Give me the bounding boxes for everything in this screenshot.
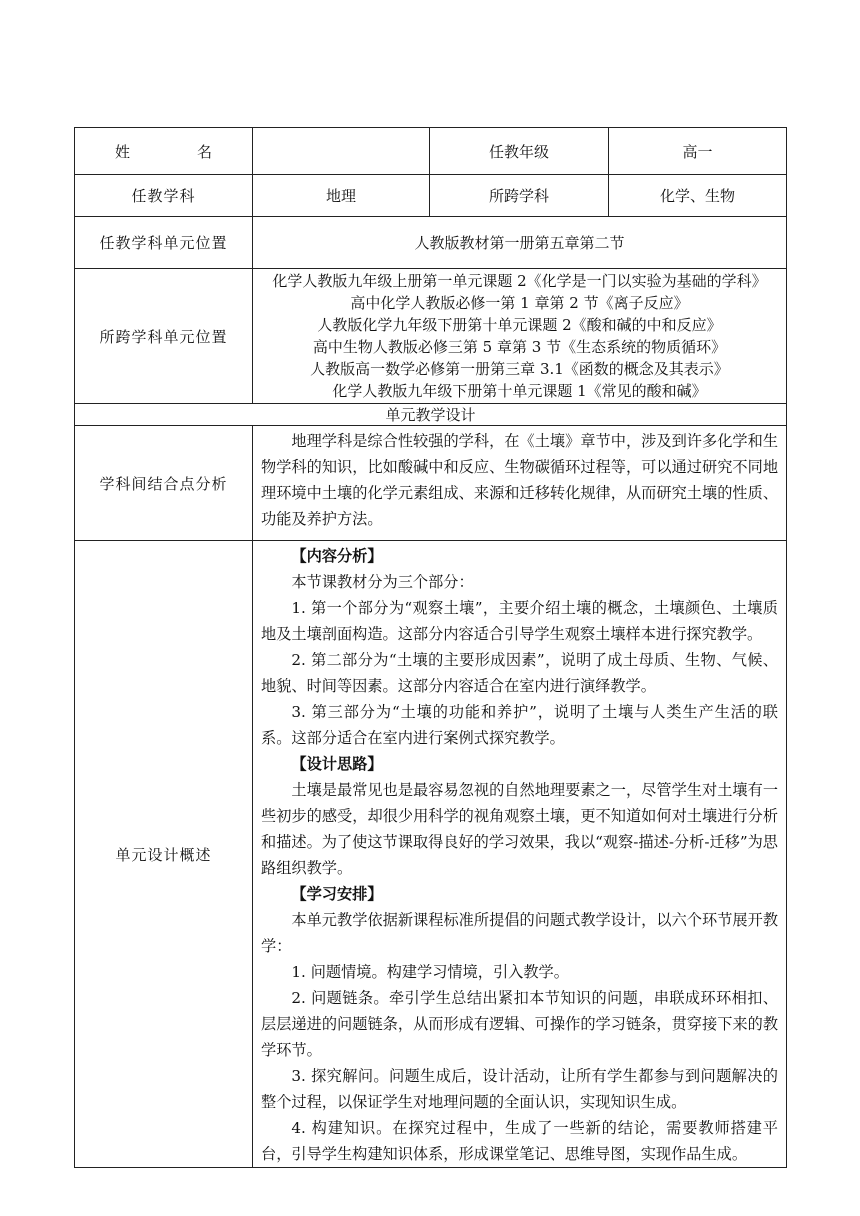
cross-subject-value[interactable]: 化学、生物 xyxy=(609,175,787,217)
grade-label: 任教年级 xyxy=(430,128,609,175)
cross-unit-position-label: 所跨学科单元位置 xyxy=(75,269,253,404)
unit-overview-label: 单元设计概述 xyxy=(75,541,253,1168)
cross-unit-line: 人教版化学九年级下册第十单元课题 2《酸和碱的中和反应》 xyxy=(317,316,722,334)
overview-paragraph: 2. 问题链条。牵引学生总结出紧扣本节知识的问题，串联成环环相扣、层层递进的问题链条，从而形成有逻辑、可操作的学习链条，贯穿接下来的教学环节。 xyxy=(261,989,778,1059)
row-cross-unit-position xyxy=(75,269,787,404)
overview-paragraph: 3. 探究解问。问题生成后，设计活动，让所有学生都参与到问题解决的整个过程，以保证学生对地理问题的全面认识，实现知识生成。 xyxy=(261,1067,778,1111)
cross-unit-line: 高中生物人教版必修三第 5 章第 3 节《生态系统的物质循环》 xyxy=(312,338,727,356)
unit-overview-cell[interactable] xyxy=(253,541,787,1168)
row-unit-overview xyxy=(75,541,787,1168)
name-value[interactable] xyxy=(253,128,430,175)
row-name-grade xyxy=(75,128,787,175)
overview-paragraph: 2. 第二部分为“土壤的主要形成因素”，说明了成土母质、生物、气候、地貌、时间等因素。这部分内容适合在室内进行演绎教学。 xyxy=(261,651,778,695)
overview-paragraph: 1. 问题情境。构建学习情境，引入教学。 xyxy=(291,963,569,981)
integration-analysis-text: 地理学科是综合性较强的学科，在《土壤》章节中，涉及到许多化学和生物学科的知识，比如酸碱中和反应、生物碳循环过程等，可以通过研究不同地理环境中土壤的化学元素组成、来源和迁移转化规律，从而研究土壤的性质、功能及养护方法。 xyxy=(261,432,778,528)
grade-value[interactable]: 高一 xyxy=(609,128,787,175)
overview-paragraph: 4. 构建知识。在探究过程中，生成了一些新的结论，需要教师搭建平台，引导学生构建知识体系，形成课堂笔记、思维导图，实现作品生成。 xyxy=(261,1119,778,1163)
cross-unit-line: 高中化学人教版必修一第 1 章第 2 节《离子反应》 xyxy=(350,294,689,312)
cross-unit-line: 化学人教版九年级上册第一单元课题 2《化学是一门以实验为基础的学科》 xyxy=(272,272,767,290)
overview-paragraph: 本节课教材分为三个部分： xyxy=(291,573,474,591)
cross-unit-line: 人教版高一数学必修第一册第三章 3.1《函数的概念及其表示》 xyxy=(310,360,729,378)
integration-analysis-cell[interactable] xyxy=(253,426,787,541)
section-header: 单元教学设计 xyxy=(75,404,787,426)
row-integration-analysis xyxy=(75,426,787,541)
name-label: 姓 名 xyxy=(75,128,253,175)
row-subject-cross xyxy=(75,175,787,217)
content-analysis-heading: 【内容分析】 xyxy=(291,547,383,565)
learning-arrangement-heading: 【学习安排】 xyxy=(291,885,383,903)
cross-subject-label: 所跨学科 xyxy=(430,175,609,217)
unit-design-form xyxy=(74,127,787,1168)
cross-unit-line: 化学人教版九年级下册第十单元课题 1《常见的酸和碱》 xyxy=(332,382,707,400)
integration-analysis-label: 学科间结合点分析 xyxy=(75,426,253,541)
cross-unit-position-value[interactable] xyxy=(253,269,787,404)
overview-paragraph: 3. 第三部分为“土壤的功能和养护”，说明了土壤与人类生产生活的联系。这部分适合在室内进行案例式探究教学。 xyxy=(261,703,778,747)
unit-position-label: 任教学科单元位置 xyxy=(75,217,253,269)
design-idea-heading: 【设计思路】 xyxy=(291,755,383,773)
overview-paragraph: 土壤是最常见也是最容易忽视的自然地理要素之一，尽管学生对土壤有一些初步的感受，却很少用科学的视角观察土壤，更不知道如何对土壤进行分析和描述。为了使这节课取得良好的学习效果，我以“观察-描述-分析-迁移”为思路组织教学。 xyxy=(261,781,778,877)
subject-label: 任教学科 xyxy=(75,175,253,217)
row-section-header xyxy=(75,404,787,426)
overview-paragraph: 1. 第一个部分为“观察土壤”，主要介绍土壤的概念，土壤颜色、土壤质地及土壤剖面构造。这部分内容适合引导学生观察土壤样本进行探究教学。 xyxy=(261,599,778,643)
subject-value[interactable]: 地理 xyxy=(253,175,430,217)
overview-paragraph: 本单元教学依据新课程标准所提倡的问题式教学设计，以六个环节展开教学： xyxy=(261,911,778,955)
row-unit-position xyxy=(75,217,787,269)
unit-position-value[interactable]: 人教版教材第一册第五章第二节 xyxy=(253,217,787,269)
